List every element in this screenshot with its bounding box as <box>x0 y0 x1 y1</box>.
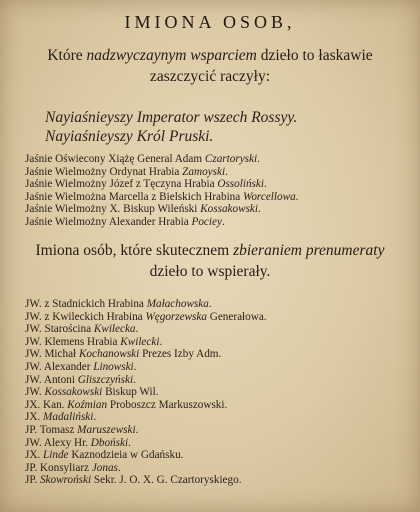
collectors-line2: dzieło to wspierały. <box>149 263 271 280</box>
page-heading: IMIONA OSOB, <box>124 12 296 32</box>
patron-text: Jaśnie Wielmożny Józef z Tęczyna Hrabia <box>25 178 218 191</box>
subscriber-surname: Dboński <box>90 436 129 449</box>
subscriber-text: JW. Michał <box>25 348 79 361</box>
subscriber-suffix: . <box>117 461 121 474</box>
subscriber-suffix: Biskup Wil. <box>102 386 159 399</box>
subscriber-suffix: . <box>133 360 137 373</box>
subscriber-text: JW. Alexander <box>25 360 94 373</box>
subscriber-surname: Kwilecka <box>93 323 136 336</box>
subscriber-surname: Kwilecki <box>120 335 160 348</box>
subscriber-surname: Linowski <box>93 360 134 373</box>
patron-entry <box>25 191 298 204</box>
patron-surname: Ossoliński <box>217 178 264 191</box>
intro-line2: zaszczycić raczyły: <box>149 68 271 85</box>
collectors-line1-start: Imiona osób, które skutecznem <box>35 242 234 259</box>
subscriber-entry <box>25 311 267 324</box>
subscriber-entry <box>25 361 267 374</box>
subscriber-suffix: Proboszcz Markuszowski. <box>107 398 228 411</box>
patron-surname: Kossakowski <box>200 203 258 216</box>
subscriber-surname: Kossakowski <box>44 386 103 399</box>
subscriber-suffix: . <box>133 373 136 386</box>
patron-surname: Worcellowa <box>243 190 296 203</box>
patron-entry <box>25 216 298 229</box>
subscriber-surname: Koźmian <box>67 398 108 411</box>
intro-line1-end: dzieło to łaskawie <box>256 47 373 64</box>
subscriber-entry <box>25 323 267 336</box>
subscriber-entry <box>25 348 267 361</box>
collectors-line1-emphasis: zbieraniem prenumeraty <box>233 242 385 259</box>
subscriber-suffix: . <box>128 436 131 449</box>
subscriber-text: JW. Klemens Hrabia <box>25 335 121 348</box>
subscriber-text: JW. Antoni <box>25 373 78 386</box>
subscriber-surname: Jonas <box>91 461 118 474</box>
patron-text: Jaśnie Wielmożna Marcella z Bielskich Hrabina <box>25 190 244 203</box>
patron-text: Jaśnie Wielmożny Alexander Hrabia <box>25 215 192 228</box>
subscriber-text: JX. <box>25 411 44 424</box>
subscriber-entry <box>25 386 267 399</box>
patron-surname: Czartoryski <box>204 153 258 165</box>
patron-suffix: . <box>258 203 261 216</box>
patron-surname: Pociey <box>191 215 222 228</box>
patron-suffix: . <box>295 190 299 203</box>
subscriber-entry <box>25 462 267 475</box>
subscriber-suffix: Kaznodzieia w Gdańsku. <box>68 449 184 462</box>
subscriber-text: JP. <box>25 474 40 487</box>
subscriber-entry <box>25 298 267 311</box>
subscriber-entry <box>25 449 267 462</box>
subscriber-suffix: . <box>93 411 97 424</box>
intro-line1-emphasis: nadzwyczaynym wsparciem <box>86 47 257 64</box>
subscriber-suffix: Prezes Izby Adm. <box>139 348 222 361</box>
subscriber-entry <box>25 411 267 424</box>
subscriber-surname: Małachowska <box>146 298 209 310</box>
subscriber-surname: Kochanowski <box>78 348 140 361</box>
patron-surname: Zamoyski <box>182 165 226 178</box>
patron-text: Jaśnie Wielmożny Ordynat Hrabia <box>25 165 183 178</box>
subscriber-entry <box>25 424 267 437</box>
subscriber-text: JW. z Stadnickich Hrabina <box>25 298 147 310</box>
patron-entry <box>25 166 298 179</box>
subscriber-text: JW. Alexy Hr. <box>25 436 91 449</box>
subscriber-entry <box>25 437 267 450</box>
subscriber-suffix: Generałowa. <box>206 310 267 323</box>
subscriber-surname: Węgorzewska <box>145 310 207 323</box>
subscriber-suffix: . <box>135 323 139 336</box>
patron-suffix: . <box>221 215 225 228</box>
royal-patron-emperor: Nayiaśnieyszy Imperator wszech Rossyy. <box>45 109 298 126</box>
subscriber-suffix: . <box>159 335 163 348</box>
subscriber-suffix: Sekr. J. O. X. G. Czartoryskiego. <box>91 474 242 487</box>
patron-suffix: . <box>257 153 260 165</box>
patron-text: Jaśnie Wielmożny X. Biskup Wileński <box>25 203 201 216</box>
royal-patron-king: Nayiaśnieyszy Król Pruski. <box>45 128 214 145</box>
subscriber-entry <box>25 336 267 349</box>
patron-text: Jaśnie Oświecony Xiążę General Adam <box>25 153 205 165</box>
subscriber-text: JX. Kan. <box>25 398 68 411</box>
subscriber-text: JW. <box>25 386 45 399</box>
subscriber-entry <box>25 374 267 387</box>
subscriber-surname: Madaliński <box>43 411 94 424</box>
subscriber-text: JP. Tomasz <box>25 423 78 436</box>
subscriber-text: JW. z Kwileckich Hrabina <box>25 310 146 323</box>
subscriber-surname: Skowroński <box>39 474 92 487</box>
subscriber-text: JP. Konsyliarz <box>25 461 92 474</box>
patron-entry <box>25 153 298 166</box>
subscriber-surname: Linde <box>43 449 69 462</box>
intro-line1-start: Które <box>47 47 87 64</box>
subscriber-entry <box>25 474 267 487</box>
patron-list <box>25 153 298 229</box>
subscriber-list <box>25 298 267 487</box>
subscriber-suffix: . <box>208 298 212 310</box>
extraordinary-support-intro <box>20 45 400 87</box>
patron-suffix: . <box>225 165 228 178</box>
subscriber-suffix: . <box>135 423 139 436</box>
subscriber-surname: Gliszczyński <box>77 373 134 386</box>
patron-entry <box>25 203 298 216</box>
subscriber-text: JX. <box>25 449 44 462</box>
patron-suffix: . <box>263 178 267 191</box>
subscriber-surname: Maruszewski <box>77 423 136 436</box>
subscription-collectors-intro <box>20 240 400 282</box>
subscriber-text: JW. Starościna <box>25 323 94 336</box>
subscriber-entry <box>25 399 267 412</box>
patron-entry <box>25 178 298 191</box>
